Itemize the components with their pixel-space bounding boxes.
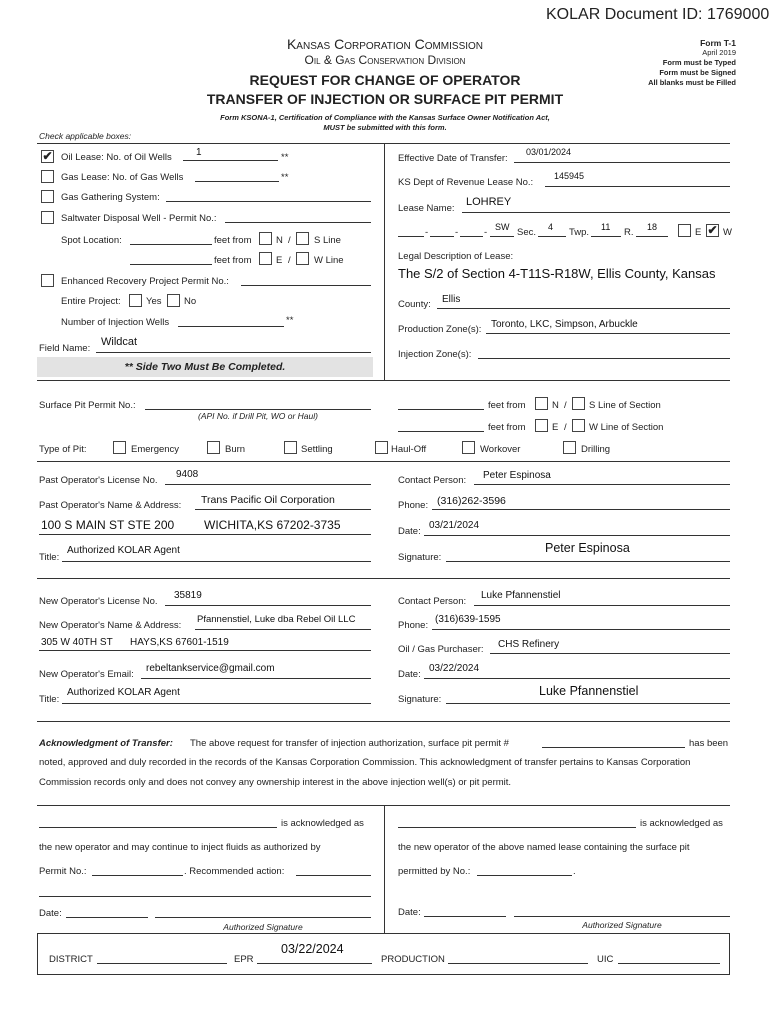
pit-ew-feet-line[interactable] (398, 431, 484, 432)
past-address-line (39, 534, 371, 535)
ack-right-date-label: Date: (398, 907, 421, 918)
ack-left-date-label: Date: (39, 908, 62, 919)
new-address-2[interactable]: HAYS,KS 67601-1519 (130, 637, 229, 648)
feet-from-label: feet from (214, 255, 252, 266)
ack-line-1: The above request for transfer of injection authorization, surface pit permit # (190, 738, 509, 749)
oil-wells-line (183, 160, 278, 161)
past-license-label: Past Operator's License No. (39, 475, 158, 486)
drilling-label: Drilling (581, 444, 611, 455)
w-line-label: W Line (314, 255, 344, 266)
workover-label: Workover (480, 444, 521, 455)
dash: - (425, 227, 429, 238)
oil-wells-value[interactable]: 1 (196, 147, 202, 158)
dash: - (455, 227, 459, 238)
oil-lease-checkbox[interactable]: ✔ (42, 149, 53, 163)
required-stars: ** (286, 315, 294, 326)
feet-from-label: feet from (488, 422, 526, 433)
burn-label: Burn (225, 444, 246, 455)
yes-checkbox[interactable] (129, 294, 142, 307)
past-phone-value[interactable]: (316)262-3596 (437, 495, 506, 507)
gas-lease-checkbox[interactable] (41, 170, 54, 183)
ack-has-been: has been (689, 738, 729, 749)
new-email-label: New Operator's Email: (39, 669, 134, 680)
e-checkbox[interactable] (678, 224, 691, 237)
form-number: Form T-1 (700, 38, 736, 48)
e-label: E (695, 227, 702, 238)
new-contact-label: Contact Person: (398, 596, 467, 607)
pit-type-label: Type of Pit: (39, 444, 87, 455)
past-date-label: Date: (398, 526, 421, 537)
settling-label: Settling (301, 444, 333, 455)
ack-blank-line[interactable] (39, 896, 371, 897)
ack-heading: Acknowledgment of Transfer: (39, 738, 173, 749)
frame-center-divider (384, 143, 385, 380)
gas-wells-line[interactable] (195, 181, 279, 182)
new-address-1[interactable]: 305 W 40TH ST (41, 637, 113, 648)
ack-right-signature-line[interactable] (514, 916, 730, 917)
e-label: E (276, 255, 283, 266)
ack-right-text: the new operator of the above named lease containing the surface pit (398, 842, 690, 853)
ks-revenue-line (545, 186, 730, 187)
s-section-label: S Line of Section (589, 400, 661, 411)
location-q3-line[interactable] (460, 236, 483, 237)
injection-wells-label: Number of Injection Wells (61, 317, 170, 328)
ack-right-name-line[interactable] (398, 827, 636, 828)
section-divider (37, 721, 730, 722)
gas-gathering-label: Gas Gathering System: (61, 192, 160, 203)
effective-date-line (514, 162, 730, 163)
county-line (437, 308, 730, 309)
new-license-line (165, 605, 371, 606)
purchaser-value[interactable]: CHS Refinery (498, 639, 560, 650)
past-address-2[interactable]: WICHITA,KS 67202-3735 (204, 518, 341, 532)
past-license-line (165, 484, 371, 485)
past-name-line (195, 509, 371, 510)
ack-right-date-line[interactable] (424, 916, 506, 917)
ack-permit-no-label: Permit No.: (39, 866, 87, 877)
location-q1-line[interactable] (398, 236, 424, 237)
form-note-filled: All blanks must be Filled (648, 78, 736, 87)
sec-label: Sec. (517, 227, 537, 238)
pit-permit-label: Surface Pit Permit No.: (39, 400, 136, 411)
no-label: No (184, 296, 197, 307)
production-zone-line (486, 333, 730, 334)
new-date-label: Date: (398, 669, 421, 680)
production-line[interactable] (448, 963, 588, 964)
check-boxes-label: Check applicable boxes: (39, 131, 132, 141)
settling-checkbox[interactable] (284, 441, 297, 454)
production-zone-value[interactable]: Toronto, LKC, Simpson, Arbuckle (491, 319, 638, 330)
past-title-value[interactable]: Authorized KOLAR Agent (67, 545, 180, 556)
e-checkbox[interactable] (535, 419, 548, 432)
lease-name-value[interactable]: LOHREY (466, 196, 512, 208)
eor-label: Enhanced Recovery Project Permit No.: (61, 276, 229, 287)
new-date-value[interactable]: 03/22/2024 (429, 663, 480, 674)
slash: / (288, 255, 291, 266)
new-title-label: Title: (39, 694, 60, 705)
location-quarter-value[interactable]: SW (495, 222, 510, 232)
drilling-checkbox[interactable] (563, 441, 576, 454)
n-label: N (276, 235, 283, 246)
location-q2-line[interactable] (430, 236, 454, 237)
new-email-value[interactable]: rebeltankservice@gmail.com (146, 663, 275, 674)
past-name-label: Past Operator's Name & Address: (39, 500, 182, 511)
legal-description-label: Legal Description of Lease: (398, 251, 514, 262)
epr-value[interactable]: 03/22/2024 (281, 942, 344, 956)
uic-line[interactable] (618, 963, 720, 964)
new-phone-label: Phone: (398, 620, 429, 631)
ack-left-signature-line[interactable] (155, 917, 371, 918)
form-note-typed: Form must be Typed (662, 58, 736, 67)
eor-permit-line[interactable] (241, 285, 371, 286)
sec-line (538, 236, 566, 237)
spot-ns-feet-line[interactable] (130, 244, 212, 245)
production-zone-label: Production Zone(s): (398, 324, 482, 335)
past-contact-value[interactable]: Peter Espinosa (483, 470, 551, 481)
swd-permit-line[interactable] (225, 222, 371, 223)
form-subtitle-2: MUST be submitted with this form. (323, 123, 447, 132)
form-note-signed: Form must be Signed (659, 68, 736, 77)
workover-checkbox[interactable] (462, 441, 475, 454)
agency-name: Kansas Corporation Commission (286, 36, 484, 52)
past-title-label: Title: (39, 552, 60, 563)
field-name-line (96, 352, 371, 353)
n-checkbox[interactable] (535, 397, 548, 410)
burn-checkbox[interactable] (207, 441, 220, 454)
epr-label: EPR (234, 954, 254, 965)
pit-ns-feet-line[interactable] (398, 409, 484, 410)
purchaser-label: Oil / Gas Purchaser: (398, 644, 484, 655)
twp-value[interactable]: 11 (601, 222, 611, 232)
required-stars: ** (281, 152, 289, 163)
ack-center-divider (384, 805, 385, 933)
form-title-2: TRANSFER OF INJECTION OR SURFACE PIT PERMIT (206, 91, 564, 107)
past-date-line (424, 535, 730, 536)
eor-checkbox[interactable] (41, 274, 54, 287)
entire-project-label: Entire Project: (61, 296, 121, 307)
new-license-value[interactable]: 35819 (174, 590, 202, 601)
feet-from-label: feet from (488, 400, 526, 411)
past-title-line (62, 561, 371, 562)
new-title-value[interactable]: Authorized KOLAR Agent (67, 687, 180, 698)
no-checkbox[interactable] (167, 294, 180, 307)
past-signature-line (446, 561, 730, 562)
yes-label: Yes (146, 296, 162, 307)
lease-name-label: Lease Name: (398, 203, 455, 214)
ks-revenue-label: KS Dept of Revenue Lease No.: (398, 177, 534, 188)
field-name-label: Field Name: (39, 343, 91, 354)
injection-zone-line[interactable] (478, 358, 730, 359)
spot-ew-feet-line[interactable] (130, 264, 212, 265)
ack-line-2: noted, approved and duly recorded in the records of the Kansas Corporation Commission. This acknowledgment of transfer pertains to Kansas Corporation (39, 757, 691, 768)
swd-checkbox[interactable] (41, 211, 54, 224)
new-signature-value[interactable]: Luke Pfannenstiel (539, 684, 639, 698)
new-signature-line (446, 703, 730, 704)
past-phone-line (432, 509, 730, 510)
ack-recommended-label: . Recommended action: (184, 866, 285, 877)
district-label: DISTRICT (49, 954, 93, 965)
form-title-1: REQUEST FOR CHANGE OF OPERATOR (249, 72, 521, 88)
s-checkbox[interactable] (296, 232, 309, 245)
past-contact-line (474, 484, 730, 485)
w-checkbox[interactable]: ✔ (707, 223, 718, 237)
past-address-1[interactable]: 100 S MAIN ST STE 200 (41, 518, 175, 532)
ack-permitted-by-label: permitted by No.: (398, 866, 471, 877)
slash: / (564, 400, 567, 411)
ack-line-3: Commission records only and does not convey any ownership interest in the above injection well(s) or pit permit. (39, 777, 512, 788)
hauloff-checkbox[interactable] (375, 441, 388, 454)
range-label: R. (624, 227, 634, 238)
slash: / (564, 422, 567, 433)
new-title-line (62, 703, 371, 704)
past-signature-value[interactable]: Peter Espinosa (545, 541, 630, 555)
pit-permit-line[interactable] (145, 409, 371, 410)
w-checkbox[interactable] (572, 419, 585, 432)
feet-from-label: feet from (214, 235, 252, 246)
swd-label: Saltwater Disposal Well - Permit No.: (61, 213, 217, 224)
slash: / (288, 235, 291, 246)
past-license-value[interactable]: 9408 (176, 469, 199, 480)
county-value[interactable]: Ellis (442, 294, 461, 305)
legal-description-value[interactable]: The S/2 of Section 4-T11S-R18W, Ellis County, Kansas (398, 266, 716, 281)
district-line[interactable] (97, 963, 227, 964)
new-phone-line (432, 629, 730, 630)
uic-label: UIC (597, 954, 614, 965)
new-address-line (39, 650, 371, 651)
period: . (573, 866, 576, 877)
ack-right-is-acknowledged: is acknowledged as (640, 818, 723, 829)
new-name-value[interactable]: Pfannenstiel, Luke dba Rebel Oil LLC (197, 614, 356, 625)
range-line (636, 236, 668, 237)
range-value[interactable]: 18 (647, 222, 658, 232)
s-checkbox[interactable] (572, 397, 585, 410)
n-label: N (552, 400, 559, 411)
past-phone-label: Phone: (398, 500, 429, 511)
ack-permitted-by-line[interactable] (477, 875, 572, 876)
purchaser-line (490, 653, 730, 654)
production-label: PRODUCTION (381, 954, 445, 965)
location-quarter-line (490, 236, 514, 237)
e-checkbox[interactable] (259, 252, 272, 265)
injection-zone-label: Injection Zone(s): (398, 349, 472, 360)
ack-left-name-line[interactable] (39, 827, 277, 828)
ack-recommended-line[interactable] (296, 875, 371, 876)
hauloff-label: Haul-Off (391, 444, 427, 455)
new-date-line (424, 678, 730, 679)
gas-gathering-checkbox[interactable] (41, 190, 54, 203)
ack-permit-no-line[interactable] (92, 875, 183, 876)
gas-gathering-line[interactable] (166, 201, 371, 202)
oil-lease-label: Oil Lease: No. of Oil Wells (61, 152, 172, 163)
lease-name-line (462, 212, 730, 213)
document-id: KOLAR Document ID: 1769000 (546, 6, 770, 23)
ack-left-date-line[interactable] (66, 917, 148, 918)
county-label: County: (398, 299, 431, 310)
ack-permit-line[interactable] (542, 747, 685, 748)
new-contact-value[interactable]: Luke Pfannenstiel (481, 590, 561, 601)
api-note: (API No. if Drill Pit, WO or Haul) (198, 411, 318, 421)
w-label: W (723, 227, 732, 238)
new-signature-label: Signature: (398, 694, 442, 705)
ack-left-auth-signature: Authorized Signature (223, 922, 303, 932)
s-line-label: S Line (314, 235, 341, 246)
new-contact-line (474, 605, 730, 606)
new-name-line (195, 629, 371, 630)
injection-wells-line[interactable] (178, 326, 284, 327)
spot-location-label: Spot Location: (61, 235, 122, 246)
effective-date-label: Effective Date of Transfer: (398, 153, 508, 164)
ks-revenue-value[interactable]: 145945 (554, 171, 585, 181)
past-signature-label: Signature: (398, 552, 442, 563)
e-label: E (552, 422, 559, 433)
ack-right-auth-signature: Authorized Signature (582, 920, 662, 930)
emergency-checkbox[interactable] (113, 441, 126, 454)
section-divider (37, 461, 730, 462)
new-email-line (141, 678, 371, 679)
past-contact-label: Contact Person: (398, 475, 467, 486)
gas-lease-label: Gas Lease: No. of Gas Wells (61, 172, 184, 183)
field-name-value[interactable]: Wildcat (101, 336, 138, 348)
form-date: April 2019 (702, 48, 736, 57)
new-name-label: New Operator's Name & Address: (39, 620, 182, 631)
ack-left-text: the new operator and may continue to inject fluids as authorized by (39, 842, 321, 853)
section-divider (37, 578, 730, 579)
ack-left-is-acknowledged: is acknowledged as (281, 818, 364, 829)
new-phone-value[interactable]: (316)639-1595 (435, 614, 501, 625)
dash: - (484, 227, 488, 238)
past-name-value[interactable]: Trans Pacific Oil Corporation (201, 494, 335, 506)
twp-label: Twp. (569, 227, 590, 238)
w-checkbox[interactable] (296, 252, 309, 265)
side-two-note: ** Side Two Must Be Completed. (124, 361, 286, 373)
division-name: Oil & Gas Conservation Division (304, 53, 466, 67)
required-stars: ** (281, 172, 289, 183)
form-subtitle-1: Form KSONA-1, Certification of Compliance with the Kansas Surface Owner Notification Act, (220, 113, 550, 122)
w-section-label: W Line of Section (589, 422, 664, 433)
twp-line (591, 236, 621, 237)
n-checkbox[interactable] (259, 232, 272, 245)
section-divider (37, 380, 730, 381)
epr-line (257, 963, 372, 964)
past-date-value[interactable]: 03/21/2024 (429, 520, 480, 531)
emergency-label: Emergency (131, 444, 180, 455)
sec-value[interactable]: 4 (548, 222, 554, 232)
new-license-label: New Operator's License No. (39, 596, 158, 607)
effective-date-value[interactable]: 03/01/2024 (526, 147, 572, 157)
